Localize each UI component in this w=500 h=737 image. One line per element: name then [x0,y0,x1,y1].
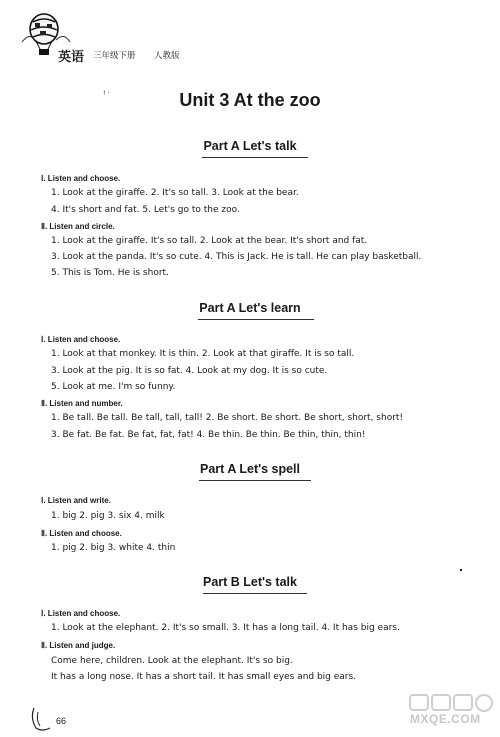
exercise-line: 3. Look at the pig. It is so fat. 4. Look at my dog. It is so cute. [51,366,328,376]
exercise-heading: Ⅰ. Listen and write. [41,496,111,505]
page-number: 66 [56,716,67,726]
section-title: Part B Let's talk [203,575,297,589]
exercise-line: 1. Look at that monkey. It is thin. 2. Look at that giraffe. It is so tall. [51,349,355,359]
exercise-line: 5. This is Tom. He is short. [51,268,169,278]
site-watermark [404,691,496,733]
exercise-heading: Ⅱ. Listen and number. [41,399,123,408]
exercise-heading: Ⅱ. Listen and circle. [41,222,115,231]
section-underline [203,593,307,594]
stray-dot [460,569,462,571]
watermark-text: MXQE.COM [410,712,481,726]
exercise-line: 1. Look at the elephant. 2. It's so small. 3. It has a long tail. 4. It has big ears. [51,623,400,633]
grade-label: 三年级下册 [93,51,136,61]
section-underline [198,319,314,320]
margin-mark: ! · [103,90,110,97]
subject-label: 英语 [58,50,85,65]
exercise-line: 5. Look at me. I'm so funny. [51,382,176,392]
exercise-heading: Ⅰ. Listen and choose. [41,335,121,344]
section-underline [202,157,308,158]
exercise-heading: Ⅱ. Listen and judge. [41,641,116,650]
exercise-line: 4. It's short and fat. 5. Let's go to the zoo. [51,205,240,215]
exercise-line: 1. Be tall. Be tall. Be tall, tall, tall! 2. Be short. Be short. Be short, short, short! [51,413,404,423]
exercise-line: 1. Look at the giraffe. 2. It's so tall. 3. Look at the bear. [51,188,299,198]
exercise-heading: Ⅰ. Listen and choose. [41,174,121,183]
section-title: Part A Let's spell [200,462,300,476]
exercise-line: It has a long nose. It has a short tail. It has small eyes and big ears. [51,672,357,682]
exercise-line: 3. Be fat. Be fat. Be fat, fat, fat! 4. Be thin. Be thin. Be thin, thin, thin! [51,430,366,440]
unit-title: Unit 3 At the zoo [179,90,321,110]
section-underline [199,480,311,481]
exercise-line: 1. pig 2. big 3. white 4. thin [51,543,176,553]
exercise-line: 3. Look at the panda. It's so cute. 4. This is Jack. He is tall. He can play basketball. [51,252,422,262]
exercise-line: 1. Look at the giraffe. It's so tall. 2. Look at the bear. It's short and fat. [51,236,368,246]
edition-label: 人教版 [154,51,180,61]
section-title: Part A Let's talk [203,139,297,153]
section-title: Part A Let's learn [199,301,301,315]
page-corner-ornament-icon [28,706,58,732]
exercise-line: 1. big 2. pig 3. six 4. milk [51,511,165,521]
exercise-heading: Ⅰ. Listen and choose. [41,609,121,618]
exercise-line: Come here, children. Look at the elephant. It's so big. [51,656,293,666]
exercise-heading: Ⅱ. Listen and choose. [41,529,122,538]
